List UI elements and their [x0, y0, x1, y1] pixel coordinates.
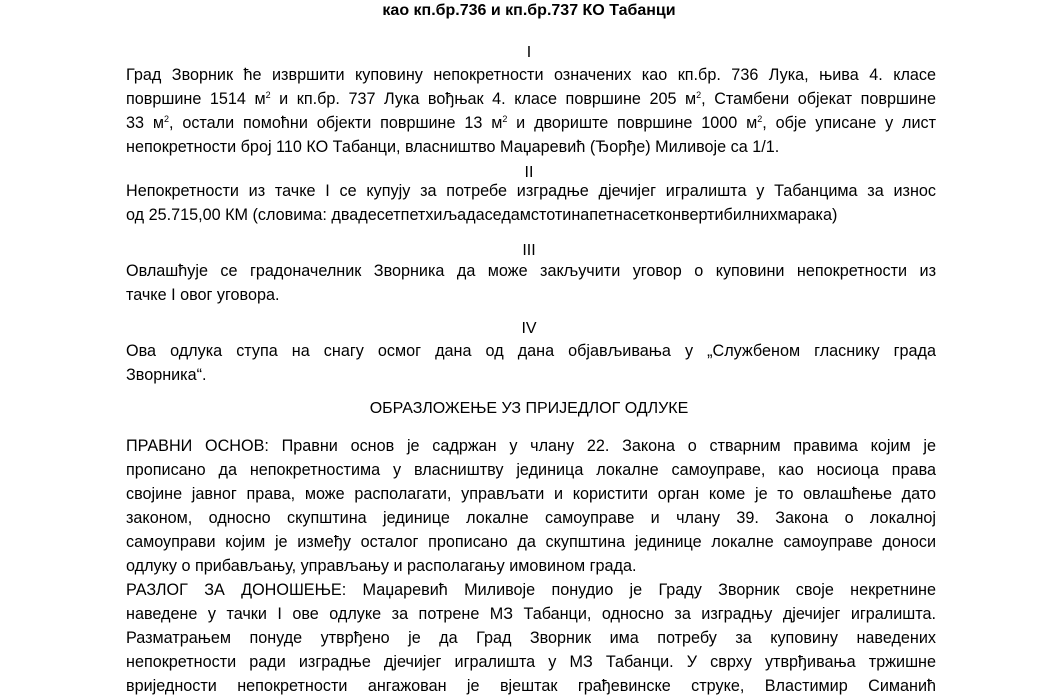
reason-line-5: вриједности непокретности ангажован је вјештак грађевинске струке, Властимир Симанић	[126, 677, 936, 695]
section-heading-ii: II	[524, 164, 534, 181]
section-iii-line-1: Овлашћује се градоначелник Зворника да може закључити уговор о куповини непокретности из	[126, 262, 936, 280]
section-iv-paragraph	[126, 339, 936, 387]
reason-line-3: Разматрањем понуде утврђено је да Град Зворник има потребу за куповину наведених	[126, 629, 936, 647]
section-ii-line-2: од 25.715,00 КМ (словима: двадесетпетхиљадаседамстотинапетнасетконвертибилнихмарака)	[126, 206, 838, 224]
reason-line-1: РАЗЛОГ ЗА ДОНОШЕЊЕ: Маџаревић Миливоје понудио је Граду Зворник своје некретнине	[126, 581, 936, 599]
legal-basis-line-3: својине јавног права, може располагати, управљати и користити орган коме је то овлашћење дато	[126, 485, 936, 503]
document-title-line: као кп.бр.736 и кп.бр.737 КО Табанци	[382, 2, 676, 19]
section-iv-line-1: Ова одлука ступа на снагу осмог дана од дана објављивања у „Службеном гласнику града	[126, 342, 936, 360]
section-i-paragraph	[126, 63, 936, 159]
reason-paragraph	[126, 578, 936, 698]
reason-line-4: непокретности ради изградње дјечијег игралишта у МЗ Табанци. У сврху утврђивања тржишне	[126, 653, 936, 671]
section-heading-iii: III	[522, 242, 536, 259]
section-iii-paragraph	[126, 259, 936, 307]
section-i-line-2: површине 1514 $м^2$ и кп.бр. 737 Лука вођњак 4. класе површине 205 $м^2$, Стамбени објекат површине	[126, 90, 936, 108]
legal-basis-line-6: одлуку о прибављању, управљању и располагању имовином града.	[126, 557, 637, 575]
section-i-line-3: 33 $м^2$, остали помоћни објекти површине 13 $м^2$ и двориште површине 1000 $м^2$, обје уписане у лист	[126, 114, 936, 132]
reason-line-2: наведене у тачки I ове одлуке за потрене МЗ Табанци, односно за изградњу дјечијег игралишта.	[126, 605, 936, 623]
section-heading-i: I	[526, 44, 532, 61]
section-ii-paragraph	[126, 179, 936, 227]
section-iv-line-2: Зворника“.	[126, 366, 207, 384]
legal-basis-line-2: прописано да непокретностима у власништву јединица локалне самоуправе, као носиоца права	[126, 461, 936, 479]
explanation-heading: ОБРАЗЛОЖЕЊЕ УЗ ПРИЈЕДЛОГ ОДЛУКЕ	[369, 400, 689, 417]
section-iii-line-2: тачке I овог уговора.	[126, 286, 280, 304]
legal-basis-line-5: самоуправи којим је између осталог прописано да скупштина јединице локалне самоуправе доноси	[126, 533, 936, 551]
legal-basis-paragraph	[126, 434, 936, 578]
legal-basis-line-4: законом, односно скупштина јединице локалне самоуправе и члану 39. Закона о локалној	[126, 509, 936, 527]
section-ii-line-1: Непокретности из тачке I се купују за потребе изградње дјечијег игралишта у Табанцима за износ	[126, 182, 936, 200]
section-i-line-4: непокретности број 110 КО Табанци, власништво Маџаревић (Ђорђе) Миливоје са 1/1.	[126, 138, 780, 156]
section-heading-iv: IV	[521, 320, 537, 337]
legal-basis-line-1: ПРАВНИ ОСНОВ: Правни основ је садржан у члану 22. Закона о стварним правима којим је	[126, 437, 936, 455]
section-i-line-1: Град Зворник ће извршити куповину непокретности означених као кп.бр. 736 Лука, њива 4. класе	[126, 66, 936, 84]
